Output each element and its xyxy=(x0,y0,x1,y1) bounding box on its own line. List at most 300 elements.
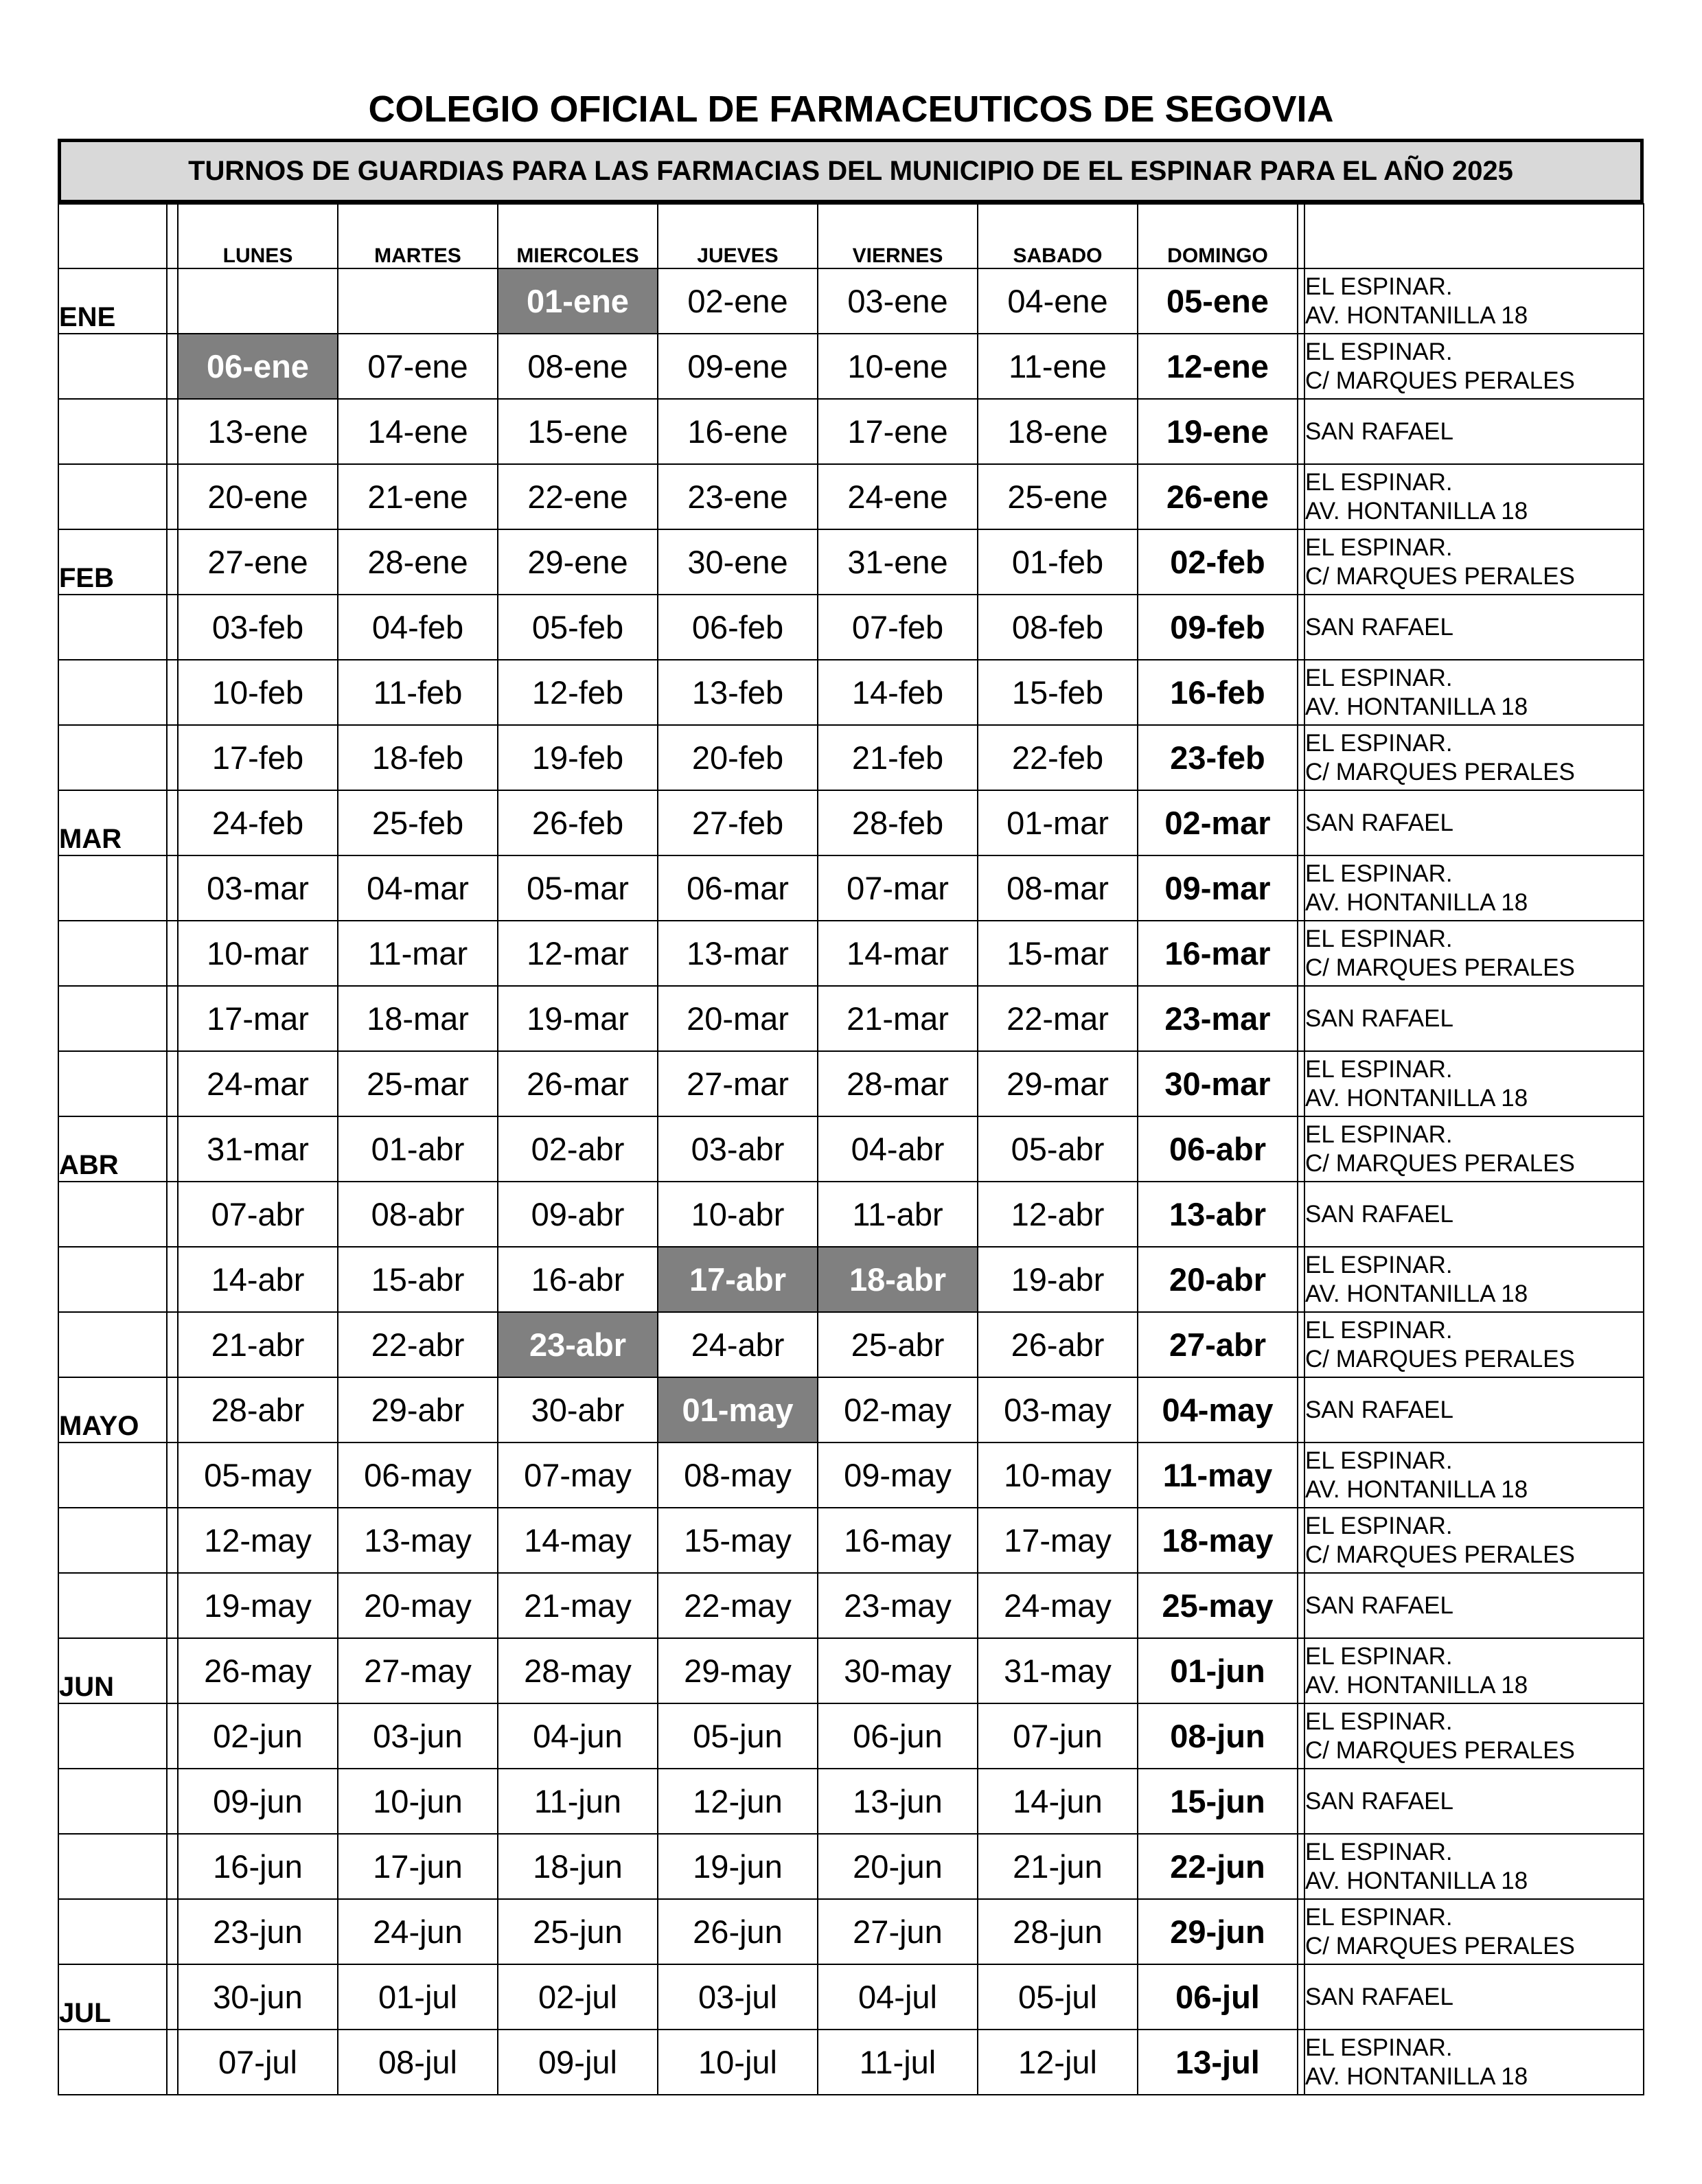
date-cell: 28-abr xyxy=(178,1377,338,1442)
column-gap xyxy=(1298,1051,1304,1116)
column-gap xyxy=(167,855,178,921)
date-cell: 24-feb xyxy=(178,790,338,855)
pharmacy-on-duty: EL ESPINAR. AV. HONTANILLA 18 xyxy=(1304,1051,1644,1116)
date-cell: 05-jul xyxy=(978,1964,1138,2030)
date-cell: 12-may xyxy=(178,1508,338,1573)
column-gap xyxy=(167,1638,178,1703)
week-row xyxy=(58,1442,1644,1508)
date-cell: 06-may xyxy=(338,1442,498,1508)
date-cell: 22-mar xyxy=(978,986,1138,1051)
pharmacy-on-duty: EL ESPINAR. AV. HONTANILLA 18 xyxy=(1304,1834,1644,1899)
date-cell: 04-abr xyxy=(818,1116,978,1182)
column-gap xyxy=(1298,1899,1304,1964)
week-row xyxy=(58,595,1644,660)
week-row xyxy=(58,399,1644,464)
date-cell: 01-mar xyxy=(978,790,1138,855)
column-gap xyxy=(167,1051,178,1116)
date-cell: 18-feb xyxy=(338,725,498,790)
date-cell: 08-mar xyxy=(978,855,1138,921)
date-cell: 16-abr xyxy=(498,1247,658,1312)
month-header xyxy=(58,204,167,268)
sunday-date-cell: 04-may xyxy=(1138,1377,1298,1442)
pharmacy-on-duty: SAN RAFAEL xyxy=(1304,1377,1644,1442)
date-cell: 11-jun xyxy=(498,1769,658,1834)
holiday-date-cell: 01-may xyxy=(658,1377,818,1442)
date-cell: 25-abr xyxy=(818,1312,978,1377)
month-label: ENE xyxy=(58,268,167,334)
month-label: FEB xyxy=(58,529,167,595)
week-row xyxy=(58,1312,1644,1377)
week-row xyxy=(58,790,1644,855)
column-gap xyxy=(167,660,178,725)
sunday-date-cell: 09-feb xyxy=(1138,595,1298,660)
date-cell: 10-jun xyxy=(338,1769,498,1834)
date-cell: 17-feb xyxy=(178,725,338,790)
column-gap xyxy=(167,1573,178,1638)
date-cell: 07-feb xyxy=(818,595,978,660)
date-cell: 01-feb xyxy=(978,529,1138,595)
month-label xyxy=(58,725,167,790)
column-gap xyxy=(1298,399,1304,464)
sunday-date-cell: 25-may xyxy=(1138,1573,1298,1638)
column-gap xyxy=(167,464,178,529)
column-gap xyxy=(1298,204,1304,268)
date-cell: 19-may xyxy=(178,1573,338,1638)
pharmacy-header xyxy=(1304,204,1644,268)
date-cell: 04-feb xyxy=(338,595,498,660)
date-cell: 08-feb xyxy=(978,595,1138,660)
date-cell: 14-abr xyxy=(178,1247,338,1312)
sunday-date-cell: 23-mar xyxy=(1138,986,1298,1051)
month-label xyxy=(58,1247,167,1312)
date-cell: 05-jun xyxy=(658,1703,818,1769)
month-label xyxy=(58,1051,167,1116)
sunday-date-cell: 20-abr xyxy=(1138,1247,1298,1312)
column-gap xyxy=(1298,1247,1304,1312)
date-cell: 26-abr xyxy=(978,1312,1138,1377)
date-cell: 09-jun xyxy=(178,1769,338,1834)
week-row xyxy=(58,2030,1644,2095)
date-cell: 29-abr xyxy=(338,1377,498,1442)
sunday-date-cell: 09-mar xyxy=(1138,855,1298,921)
date-cell: 24-abr xyxy=(658,1312,818,1377)
week-row xyxy=(58,725,1644,790)
day-header: SABADO xyxy=(978,204,1138,268)
date-cell: 09-ene xyxy=(658,334,818,399)
month-label xyxy=(58,660,167,725)
date-cell: 22-feb xyxy=(978,725,1138,790)
date-cell: 13-mar xyxy=(658,921,818,986)
week-row xyxy=(58,1899,1644,1964)
date-cell: 11-abr xyxy=(818,1182,978,1247)
date-cell: 06-feb xyxy=(658,595,818,660)
column-gap xyxy=(1298,1377,1304,1442)
column-gap xyxy=(167,595,178,660)
column-gap xyxy=(167,204,178,268)
column-gap xyxy=(1298,595,1304,660)
sunday-date-cell: 19-ene xyxy=(1138,399,1298,464)
pharmacy-on-duty: EL ESPINAR. C/ MARQUES PERALES xyxy=(1304,1508,1644,1573)
column-gap xyxy=(167,268,178,334)
column-gap xyxy=(1298,1573,1304,1638)
date-cell: 25-ene xyxy=(978,464,1138,529)
date-cell: 20-jun xyxy=(818,1834,978,1899)
day-header: DOMINGO xyxy=(1138,204,1298,268)
sunday-date-cell: 01-jun xyxy=(1138,1638,1298,1703)
sunday-date-cell: 12-ene xyxy=(1138,334,1298,399)
week-row xyxy=(58,1638,1644,1703)
pharmacy-on-duty: SAN RAFAEL xyxy=(1304,986,1644,1051)
date-cell: 03-ene xyxy=(818,268,978,334)
pharmacy-on-duty: SAN RAFAEL xyxy=(1304,399,1644,464)
column-gap xyxy=(167,921,178,986)
column-gap xyxy=(1298,1116,1304,1182)
date-cell: 05-feb xyxy=(498,595,658,660)
date-cell: 21-may xyxy=(498,1573,658,1638)
date-cell: 02-jul xyxy=(498,1964,658,2030)
pharmacy-on-duty: SAN RAFAEL xyxy=(1304,1769,1644,1834)
date-cell: 17-mar xyxy=(178,986,338,1051)
date-cell: 04-mar xyxy=(338,855,498,921)
column-gap xyxy=(167,790,178,855)
date-cell: 03-abr xyxy=(658,1116,818,1182)
month-label xyxy=(58,1769,167,1834)
date-cell: 30-jun xyxy=(178,1964,338,2030)
column-gap xyxy=(167,1899,178,1964)
pharmacy-on-duty: EL ESPINAR. C/ MARQUES PERALES xyxy=(1304,921,1644,986)
date-cell: 01-abr xyxy=(338,1116,498,1182)
pharmacy-on-duty: SAN RAFAEL xyxy=(1304,595,1644,660)
date-cell: 07-jul xyxy=(178,2030,338,2095)
sunday-date-cell: 16-mar xyxy=(1138,921,1298,986)
date-cell: 27-jun xyxy=(818,1899,978,1964)
date-cell: 09-abr xyxy=(498,1182,658,1247)
date-cell: 09-jul xyxy=(498,2030,658,2095)
date-cell: 20-mar xyxy=(658,986,818,1051)
date-cell: 19-mar xyxy=(498,986,658,1051)
week-row xyxy=(58,1703,1644,1769)
date-cell xyxy=(338,268,498,334)
pharmacy-on-duty: SAN RAFAEL xyxy=(1304,1182,1644,1247)
column-gap xyxy=(1298,1508,1304,1573)
month-label xyxy=(58,986,167,1051)
pharmacy-on-duty: SAN RAFAEL xyxy=(1304,790,1644,855)
date-cell: 25-jun xyxy=(498,1899,658,1964)
date-cell: 04-jun xyxy=(498,1703,658,1769)
date-cell: 02-ene xyxy=(658,268,818,334)
column-gap xyxy=(1298,464,1304,529)
date-cell: 21-abr xyxy=(178,1312,338,1377)
date-cell: 30-ene xyxy=(658,529,818,595)
date-cell: 15-ene xyxy=(498,399,658,464)
date-cell: 14-feb xyxy=(818,660,978,725)
pharmacy-on-duty: EL ESPINAR. AV. HONTANILLA 18 xyxy=(1304,855,1644,921)
month-label xyxy=(58,1182,167,1247)
date-cell: 08-may xyxy=(658,1442,818,1508)
page-title: COLEGIO OFICIAL DE FARMACEUTICOS DE SEGOVIA xyxy=(368,89,1334,130)
week-row xyxy=(58,334,1644,399)
column-gap xyxy=(167,334,178,399)
date-cell: 05-abr xyxy=(978,1116,1138,1182)
pharmacy-on-duty: EL ESPINAR. AV. HONTANILLA 18 xyxy=(1304,2030,1644,2095)
month-label: MAR xyxy=(58,790,167,855)
holiday-date-cell: 18-abr xyxy=(818,1247,978,1312)
column-gap xyxy=(1298,1703,1304,1769)
schedule-table xyxy=(58,203,1644,2095)
date-cell: 22-may xyxy=(658,1573,818,1638)
date-cell: 04-ene xyxy=(978,268,1138,334)
pharmacy-on-duty: EL ESPINAR. AV. HONTANILLA 18 xyxy=(1304,464,1644,529)
week-row xyxy=(58,921,1644,986)
week-row xyxy=(58,1051,1644,1116)
month-label: MAYO xyxy=(58,1377,167,1442)
column-gap xyxy=(1298,790,1304,855)
pharmacy-on-duty: EL ESPINAR. AV. HONTANILLA 18 xyxy=(1304,1638,1644,1703)
date-cell: 21-mar xyxy=(818,986,978,1051)
month-label xyxy=(58,921,167,986)
date-cell: 27-mar xyxy=(658,1051,818,1116)
date-cell: 12-jun xyxy=(658,1769,818,1834)
month-label: JUN xyxy=(58,1638,167,1703)
sunday-date-cell: 13-jul xyxy=(1138,2030,1298,2095)
date-cell: 26-feb xyxy=(498,790,658,855)
column-gap xyxy=(1298,1638,1304,1703)
column-gap xyxy=(1298,921,1304,986)
pharmacy-on-duty: EL ESPINAR. C/ MARQUES PERALES xyxy=(1304,334,1644,399)
month-label xyxy=(58,1573,167,1638)
pharmacy-on-duty: EL ESPINAR. C/ MARQUES PERALES xyxy=(1304,529,1644,595)
document-subtitle: TURNOS DE GUARDIAS PARA LAS FARMACIAS DEL MUNICIPIO DE EL ESPINAR PARA EL AÑO 2025 xyxy=(58,139,1644,203)
date-cell: 09-may xyxy=(818,1442,978,1508)
month-label xyxy=(58,1703,167,1769)
column-gap xyxy=(167,1312,178,1377)
date-cell: 15-mar xyxy=(978,921,1138,986)
date-cell: 17-jun xyxy=(338,1834,498,1899)
date-cell: 07-mar xyxy=(818,855,978,921)
sunday-date-cell: 22-jun xyxy=(1138,1834,1298,1899)
date-cell: 10-feb xyxy=(178,660,338,725)
pharmacy-on-duty: EL ESPINAR. AV. HONTANILLA 18 xyxy=(1304,1442,1644,1508)
column-gap xyxy=(1298,268,1304,334)
date-cell: 08-ene xyxy=(498,334,658,399)
sunday-date-cell: 13-abr xyxy=(1138,1182,1298,1247)
date-cell: 11-mar xyxy=(338,921,498,986)
date-cell: 03-jun xyxy=(338,1703,498,1769)
sunday-date-cell: 29-jun xyxy=(1138,1899,1298,1964)
table-header-row xyxy=(58,204,1644,268)
date-cell: 20-ene xyxy=(178,464,338,529)
week-row xyxy=(58,1508,1644,1573)
date-cell: 11-feb xyxy=(338,660,498,725)
date-cell: 03-jul xyxy=(658,1964,818,2030)
sunday-date-cell: 06-abr xyxy=(1138,1116,1298,1182)
sunday-date-cell: 27-abr xyxy=(1138,1312,1298,1377)
date-cell: 21-feb xyxy=(818,725,978,790)
sunday-date-cell: 05-ene xyxy=(1138,268,1298,334)
sunday-date-cell: 18-may xyxy=(1138,1508,1298,1573)
date-cell: 19-feb xyxy=(498,725,658,790)
date-cell: 02-may xyxy=(818,1377,978,1442)
column-gap xyxy=(1298,2030,1304,2095)
column-gap xyxy=(167,1703,178,1769)
date-cell: 24-mar xyxy=(178,1051,338,1116)
date-cell: 15-feb xyxy=(978,660,1138,725)
date-cell: 06-mar xyxy=(658,855,818,921)
date-cell: 30-may xyxy=(818,1638,978,1703)
date-cell: 25-feb xyxy=(338,790,498,855)
date-cell: 05-may xyxy=(178,1442,338,1508)
day-header: LUNES xyxy=(178,204,338,268)
sunday-date-cell: 15-jun xyxy=(1138,1769,1298,1834)
column-gap xyxy=(1298,334,1304,399)
column-gap xyxy=(1298,1182,1304,1247)
day-header: MIERCOLES xyxy=(498,204,658,268)
column-gap xyxy=(1298,1964,1304,2030)
column-gap xyxy=(1298,725,1304,790)
date-cell: 24-may xyxy=(978,1573,1138,1638)
date-cell: 02-abr xyxy=(498,1116,658,1182)
week-row xyxy=(58,1964,1644,2030)
date-cell: 27-ene xyxy=(178,529,338,595)
column-gap xyxy=(167,1442,178,1508)
pharmacy-on-duty: EL ESPINAR. C/ MARQUES PERALES xyxy=(1304,1899,1644,1964)
month-label xyxy=(58,1312,167,1377)
date-cell: 12-mar xyxy=(498,921,658,986)
date-cell: 21-ene xyxy=(338,464,498,529)
pharmacy-on-duty: EL ESPINAR. C/ MARQUES PERALES xyxy=(1304,725,1644,790)
sunday-date-cell: 16-feb xyxy=(1138,660,1298,725)
pharmacy-on-duty: EL ESPINAR. C/ MARQUES PERALES xyxy=(1304,1312,1644,1377)
date-cell: 15-may xyxy=(658,1508,818,1573)
column-gap xyxy=(167,1964,178,2030)
date-cell: 26-mar xyxy=(498,1051,658,1116)
date-cell: 17-ene xyxy=(818,399,978,464)
week-row xyxy=(58,1247,1644,1312)
day-header: JUEVES xyxy=(658,204,818,268)
date-cell: 22-ene xyxy=(498,464,658,529)
column-gap xyxy=(167,1182,178,1247)
date-cell: 28-jun xyxy=(978,1899,1138,1964)
date-cell: 05-mar xyxy=(498,855,658,921)
column-gap xyxy=(1298,986,1304,1051)
month-label xyxy=(58,399,167,464)
holiday-date-cell: 17-abr xyxy=(658,1247,818,1312)
column-gap xyxy=(167,2030,178,2095)
week-row xyxy=(58,268,1644,334)
date-cell: 10-abr xyxy=(658,1182,818,1247)
date-cell: 17-may xyxy=(978,1508,1138,1573)
date-cell: 18-ene xyxy=(978,399,1138,464)
column-gap xyxy=(1298,1834,1304,1899)
date-cell: 20-may xyxy=(338,1573,498,1638)
month-label xyxy=(58,1834,167,1899)
date-cell: 10-mar xyxy=(178,921,338,986)
month-label: ABR xyxy=(58,1116,167,1182)
week-row xyxy=(58,1769,1644,1834)
date-cell: 18-mar xyxy=(338,986,498,1051)
date-cell: 31-mar xyxy=(178,1116,338,1182)
date-cell: 13-ene xyxy=(178,399,338,464)
date-cell: 14-jun xyxy=(978,1769,1138,1834)
date-cell: 30-abr xyxy=(498,1377,658,1442)
sunday-date-cell: 06-jul xyxy=(1138,1964,1298,2030)
column-gap xyxy=(1298,660,1304,725)
date-cell: 07-jun xyxy=(978,1703,1138,1769)
month-label xyxy=(58,1442,167,1508)
date-cell: 08-abr xyxy=(338,1182,498,1247)
column-gap xyxy=(167,1508,178,1573)
week-row xyxy=(58,1377,1644,1442)
day-header: MARTES xyxy=(338,204,498,268)
date-cell: 26-may xyxy=(178,1638,338,1703)
sunday-date-cell: 08-jun xyxy=(1138,1703,1298,1769)
column-gap xyxy=(167,725,178,790)
column-gap xyxy=(167,986,178,1051)
holiday-date-cell: 01-ene xyxy=(498,268,658,334)
date-cell: 25-mar xyxy=(338,1051,498,1116)
date-cell: 28-mar xyxy=(818,1051,978,1116)
column-gap xyxy=(1298,1312,1304,1377)
column-gap xyxy=(167,1769,178,1834)
date-cell: 27-may xyxy=(338,1638,498,1703)
date-cell: 18-jun xyxy=(498,1834,658,1899)
column-gap xyxy=(167,399,178,464)
column-gap xyxy=(1298,855,1304,921)
week-row xyxy=(58,660,1644,725)
sunday-date-cell: 11-may xyxy=(1138,1442,1298,1508)
column-gap xyxy=(167,1834,178,1899)
week-row xyxy=(58,1834,1644,1899)
sunday-date-cell: 26-ene xyxy=(1138,464,1298,529)
date-cell: 16-jun xyxy=(178,1834,338,1899)
date-cell: 28-feb xyxy=(818,790,978,855)
month-label xyxy=(58,334,167,399)
date-cell: 21-jun xyxy=(978,1834,1138,1899)
date-cell: 03-may xyxy=(978,1377,1138,1442)
date-cell: 23-may xyxy=(818,1573,978,1638)
date-cell: 29-may xyxy=(658,1638,818,1703)
date-cell: 22-abr xyxy=(338,1312,498,1377)
date-cell: 10-may xyxy=(978,1442,1138,1508)
date-cell: 20-feb xyxy=(658,725,818,790)
date-cell: 23-jun xyxy=(178,1899,338,1964)
date-cell: 23-ene xyxy=(658,464,818,529)
date-cell: 31-ene xyxy=(818,529,978,595)
date-cell: 07-may xyxy=(498,1442,658,1508)
pharmacy-on-duty: EL ESPINAR. AV. HONTANILLA 18 xyxy=(1304,660,1644,725)
week-row xyxy=(58,464,1644,529)
date-cell: 11-jul xyxy=(818,2030,978,2095)
week-row xyxy=(58,1182,1644,1247)
week-row xyxy=(58,529,1644,595)
column-gap xyxy=(167,1116,178,1182)
date-cell: 12-abr xyxy=(978,1182,1138,1247)
date-cell: 15-abr xyxy=(338,1247,498,1312)
date-cell: 13-jun xyxy=(818,1769,978,1834)
date-cell: 13-feb xyxy=(658,660,818,725)
date-cell: 10-ene xyxy=(818,334,978,399)
month-label xyxy=(58,595,167,660)
month-label xyxy=(58,1899,167,1964)
sunday-date-cell: 30-mar xyxy=(1138,1051,1298,1116)
date-cell: 07-abr xyxy=(178,1182,338,1247)
column-gap xyxy=(1298,529,1304,595)
month-label xyxy=(58,855,167,921)
week-row xyxy=(58,1116,1644,1182)
date-cell: 26-jun xyxy=(658,1899,818,1964)
date-cell: 12-feb xyxy=(498,660,658,725)
date-cell: 08-jul xyxy=(338,2030,498,2095)
